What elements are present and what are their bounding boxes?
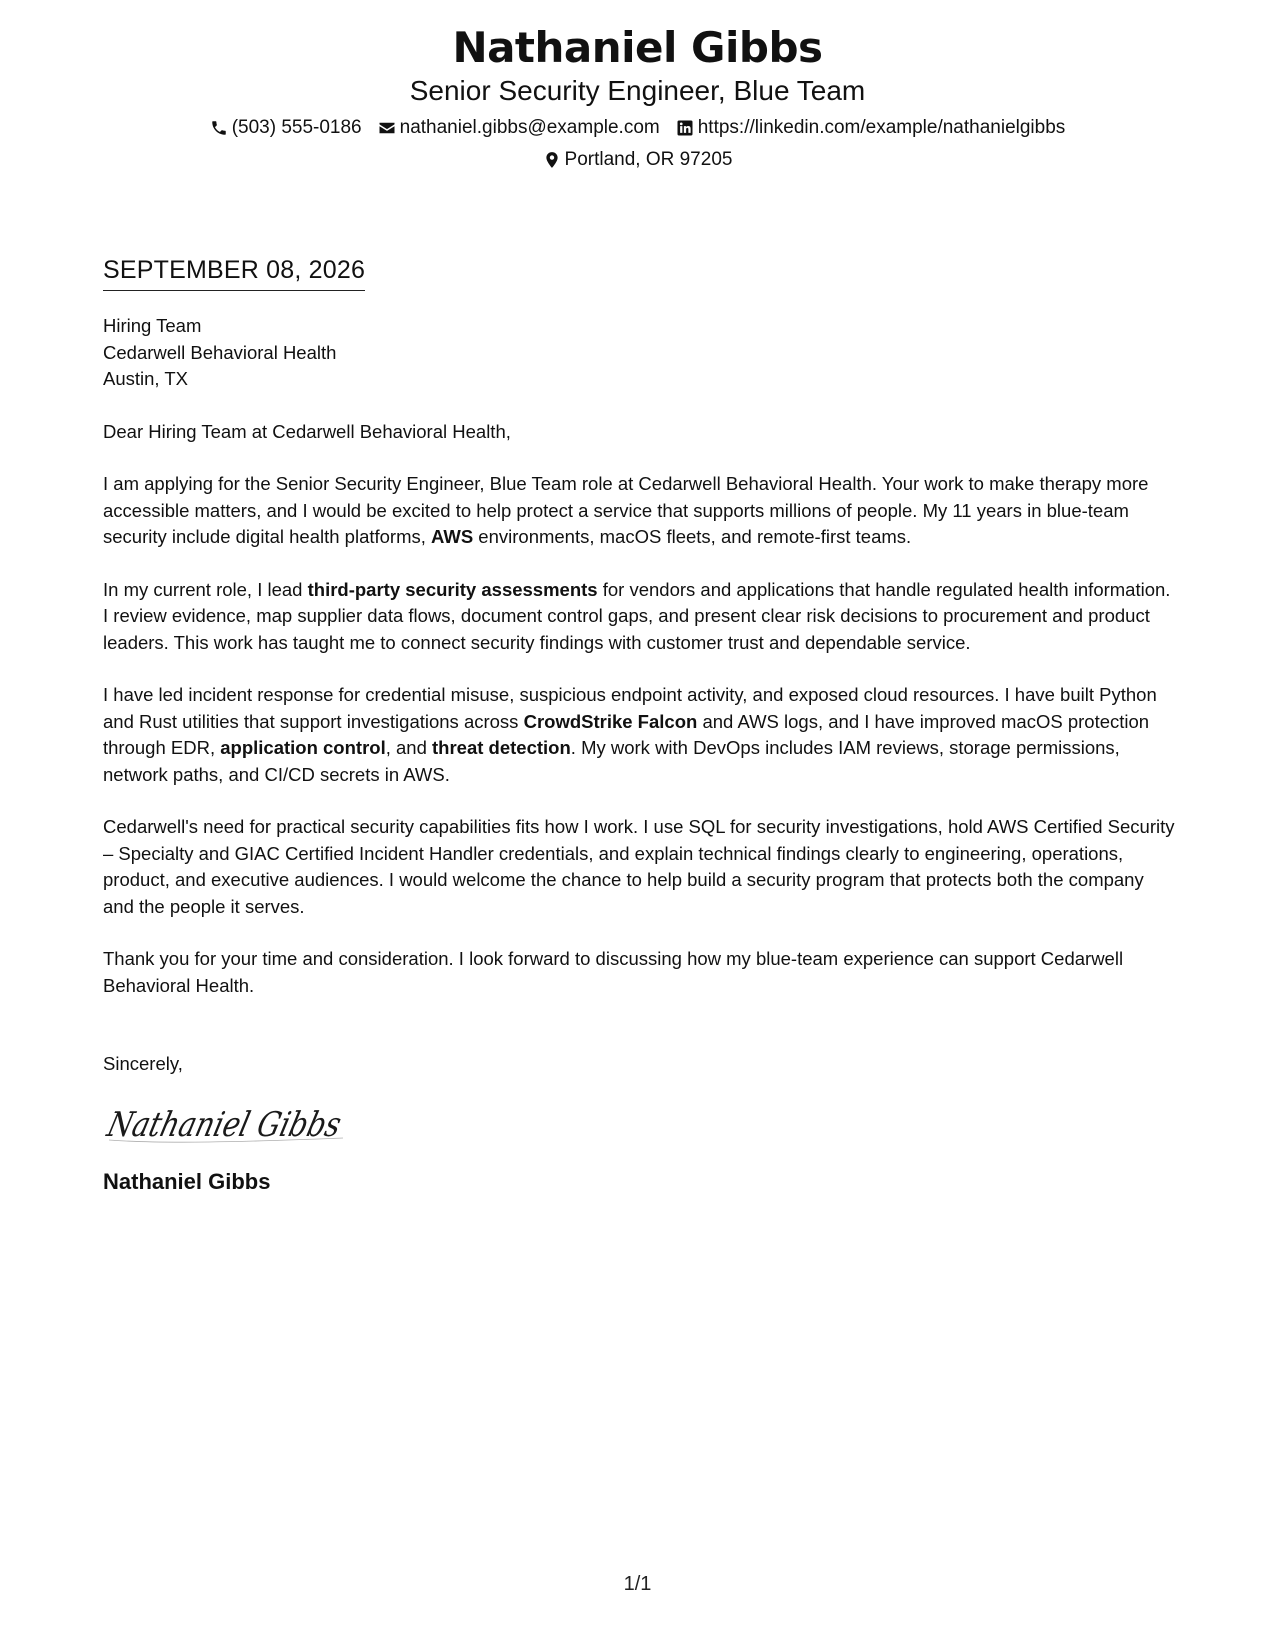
- paragraph-5: Thank you for your time and consideration. I look forward to discussing how my blue-team experience can support Cedarwell Behavioral Health.: [103, 948, 1124, 996]
- contact-location: [543, 148, 733, 172]
- email-text[interactable]: nathaniel.gibbs@example.com: [399, 117, 660, 138]
- envelope-icon: [378, 119, 396, 137]
- paragraph-3-text-d: , and: [385, 737, 433, 758]
- page-number: 1/1: [623, 1573, 652, 1595]
- closing: Sincerely,: [103, 1053, 183, 1074]
- linkedin-text[interactable]: https://linkedin.com/example/nathanielgibbs: [697, 117, 1066, 138]
- letter-body: [103, 254, 1178, 1196]
- contact-row: [0, 116, 1275, 140]
- paragraph-3-text-a: I have led incident response for credential misuse, suspicious endpoint activity, and exposed cloud resources. I have built Python and Rust utilities that support investigations across: [103, 684, 1157, 732]
- contact-row-location: [0, 148, 1275, 172]
- paragraph-2-bold-1: third-party security assessments: [307, 578, 598, 600]
- location-text: Portland, OR 97205: [564, 149, 733, 170]
- applicant-name: Nathaniel Gibbs: [452, 23, 823, 72]
- map-pin-icon: [543, 151, 561, 169]
- paragraph-1-text-a: I am applying for the Senior Security Engineer, Blue Team role at Cedarwell Behavioral Health. Your work to make therapy more accessible matters, and I would be excited to help protect a service that supports millions of people. My 11 years in blue-team security include digital health platforms,: [103, 473, 1149, 547]
- paragraph-3-bold-1: CrowdStrike Falcon: [523, 710, 698, 732]
- paragraph-3-bold-3: threat detection: [432, 737, 571, 758]
- paragraph-3-text-c: and AWS logs, and I have improved macOS protection through EDR,: [103, 710, 1150, 758]
- recipient-line-3: Austin, TX: [103, 368, 189, 389]
- recipient-block: [103, 313, 1178, 393]
- paragraph-1-bold-1: AWS: [431, 526, 474, 547]
- applicant-role: Senior Security Engineer, Blue Team: [409, 75, 866, 106]
- salutation: Dear Hiring Team at Cedarwell Behavioral Health,: [103, 420, 511, 442]
- contact-linkedin[interactable]: [676, 116, 1066, 140]
- paragraph-2-text-c: for vendors and applications that handle regulated health information. I review evidence, map supplier data flows, document control gaps, and present clear risk decisions to procurement and product leaders. This work has taught me to connect security findings with customer trust and dependable service.: [103, 578, 1171, 653]
- handwritten-signature: [103, 1098, 393, 1150]
- paragraph-2-text-a: In my current role, I lead: [103, 578, 308, 600]
- letter-header: [0, 22, 1275, 172]
- paragraph-3-bold-2: application control: [220, 737, 386, 758]
- contact-email[interactable]: [378, 116, 660, 140]
- letter-date: SEPTEMBER 08, 2026: [103, 254, 365, 291]
- phone-text: (503) 555-0186: [231, 117, 362, 138]
- paragraph-4: Cedarwell's need for practical security capabilities fits how I work. I use SQL for security investigations, hold AWS Certified Security – Specialty and GIAC Certified Incident Handler credentials, and explain technical findings clearly to engineering, operations, product, and executive audiences. I would welcome the chance to help build a security program that protects both the company and the people it serves.: [103, 816, 1175, 917]
- recipient-line-1: Hiring Team: [103, 315, 202, 336]
- paragraph-3: [103, 682, 1178, 788]
- linkedin-icon: [676, 119, 694, 137]
- paragraph-2: [103, 577, 1178, 657]
- paragraph-1-text-c: environments, macOS fleets, and remote-first teams.: [473, 526, 912, 547]
- svg-text:Nathaniel Gibbs: Nathaniel Gibbs: [103, 1104, 393, 1145]
- contact-phone: [210, 116, 362, 140]
- signer-name: Nathaniel Gibbs: [103, 1168, 271, 1194]
- recipient-line-2: Cedarwell Behavioral Health: [103, 341, 337, 363]
- paragraph-3-text-e: . My work with DevOps includes IAM reviews, storage permissions, network paths, and CI/CD secrets in AWS.: [103, 737, 1120, 785]
- phone-icon: [210, 119, 228, 137]
- paragraph-1: [103, 471, 1178, 551]
